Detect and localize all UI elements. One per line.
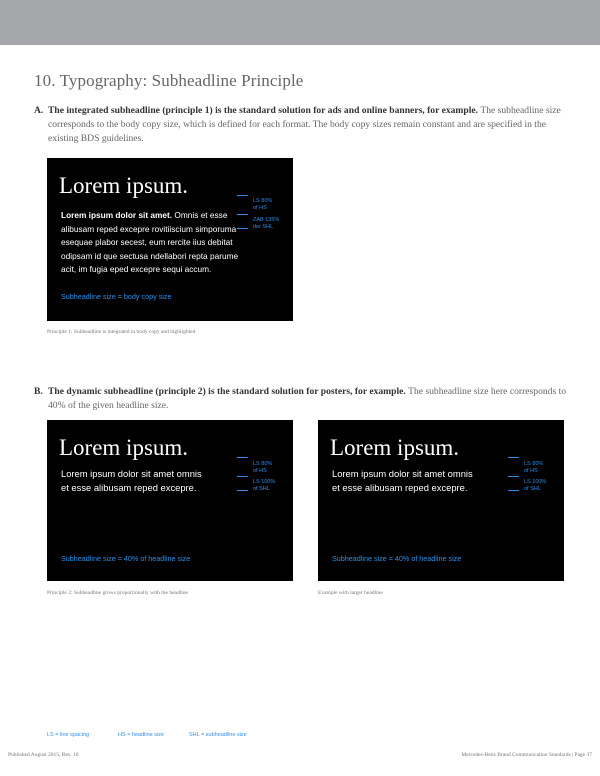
caption-larger-headline: Example with larger headline	[318, 590, 383, 596]
panel2-note-ls	[253, 461, 272, 474]
panel1-headline: Lorem ipsum.	[59, 173, 189, 198]
panel2-note-shl-line-1: LS 100%	[253, 479, 276, 485]
panel1-subheadline: Lorem ipsum dolor sit amet.	[61, 210, 173, 220]
panel1-body-line-1: Omnis et esse	[172, 210, 228, 220]
panel1-marker-2	[237, 214, 248, 215]
caption-principle-2: Principle 2: Subheadline grows proportionally with the headline	[47, 590, 188, 596]
panel2-line-2: et esse alibusam reped excepre.	[61, 482, 197, 493]
panel3-line-2: et esse alibusam reped excepre.	[332, 482, 468, 493]
section-b	[34, 385, 568, 413]
panel3-footer-note: Subheadline size = 40% of headline size	[332, 554, 462, 563]
panel1-body-line-3: esequae plabor secest, eum rercite iius debitat	[61, 237, 233, 248]
panel3-note-shl	[524, 479, 546, 492]
panel3-note-shl-line-2: of SHL	[524, 485, 541, 492]
panel1-body-line-2: alibusam reped excepre rovitiiscium simporuma	[61, 223, 237, 234]
section-b-text	[48, 385, 568, 413]
panel2-line-1: Lorem ipsum dolor sit amet omnis	[61, 468, 202, 479]
panel2-marker-2	[237, 476, 248, 477]
panel2-footer-note: Subheadline size = 40% of headline size	[61, 554, 191, 563]
panel2-note-ls-line-1: LS 80%	[253, 461, 273, 467]
panel2-marker-3	[237, 490, 248, 491]
panel1-body-copy	[61, 209, 241, 277]
panel2-marker-1	[237, 457, 248, 458]
panel1-note-ls	[253, 198, 272, 211]
example-panel-larger-headline	[318, 420, 564, 581]
section-b-lead: The dynamic subheadline (principle 2) is the standard solution for posters, for example.	[48, 386, 406, 397]
legend-line-spacing: LS = line spacing	[47, 732, 90, 738]
panel1-marker-1	[237, 195, 248, 196]
example-panel-principle-1	[47, 158, 293, 321]
top-bar	[0, 0, 600, 45]
example-panel-principle-2	[47, 420, 293, 581]
panel3-note-ls-line-2: of HS	[524, 467, 538, 474]
panel2-note-shl-line-2: of SHL	[253, 485, 270, 492]
section-a-body: The subheadline size corresponds to the body copy size, which is defined for each format. The body copy sizes remain constant and are specified in the existing BDS guidelines.	[48, 105, 561, 144]
caption-principle-1: Principle 1: Subheadline is integrated in body copy and highlighted	[47, 329, 196, 335]
panel3-marker-2	[508, 476, 519, 477]
section-a	[34, 104, 568, 146]
footer-page-info: Mercedes-Benz Brand Communication Standards | Page 37	[461, 752, 592, 758]
footer-published: Published August 2015, Rev. 10	[8, 752, 79, 758]
section-a-letter: A.	[34, 105, 44, 116]
panel1-note-zab-line-1: ZAB 135%	[253, 217, 280, 223]
page-title: 10. Typography: Subheadline Principle	[34, 71, 304, 90]
panel3-subheadline	[332, 467, 473, 495]
panel1-note-zab-line-2: der SHL	[253, 223, 274, 230]
panel3-headline: Lorem ipsum.	[330, 435, 460, 460]
panel3-note-shl-line-1: LS 100%	[524, 479, 547, 485]
panel1-note-zab	[253, 217, 279, 230]
panel1-footer-note: Subheadline size = body copy size	[61, 292, 172, 301]
panel1-body-line-4: odipsam id que sectusa ndellabori repta parume	[61, 250, 239, 261]
panel2-note-shl	[253, 479, 275, 492]
section-b-body: The subheadline size here corresponds to 40% of the given headline size.	[48, 386, 567, 411]
panel1-note-ls-line-1: LS 80%	[253, 198, 273, 204]
section-b-letter: B.	[34, 386, 43, 397]
panel3-marker-1	[508, 457, 519, 458]
panel1-body-line-5: acit, im fugia eped excepre sequi accum.	[61, 264, 212, 275]
panel3-note-ls-line-1: LS 80%	[524, 461, 544, 467]
panel3-marker-3	[508, 490, 519, 491]
legend-subheadline-size: SHL = subheadline size	[189, 732, 247, 738]
panel2-headline: Lorem ipsum.	[59, 435, 189, 460]
panel1-note-ls-line-2: of HS	[253, 204, 267, 211]
section-a-text	[48, 104, 568, 146]
section-a-lead: The integrated subheadline (principle 1) is the standard solution for ads and online banners, for example.	[48, 105, 479, 116]
panel2-subheadline	[61, 467, 202, 495]
panel3-line-1: Lorem ipsum dolor sit amet omnis	[332, 468, 473, 479]
panel1-marker-3	[237, 228, 248, 229]
panel3-note-ls	[524, 461, 543, 474]
legend-headline-size: HS = headline size	[118, 732, 165, 738]
panel2-note-ls-line-2: of HS	[253, 467, 267, 474]
